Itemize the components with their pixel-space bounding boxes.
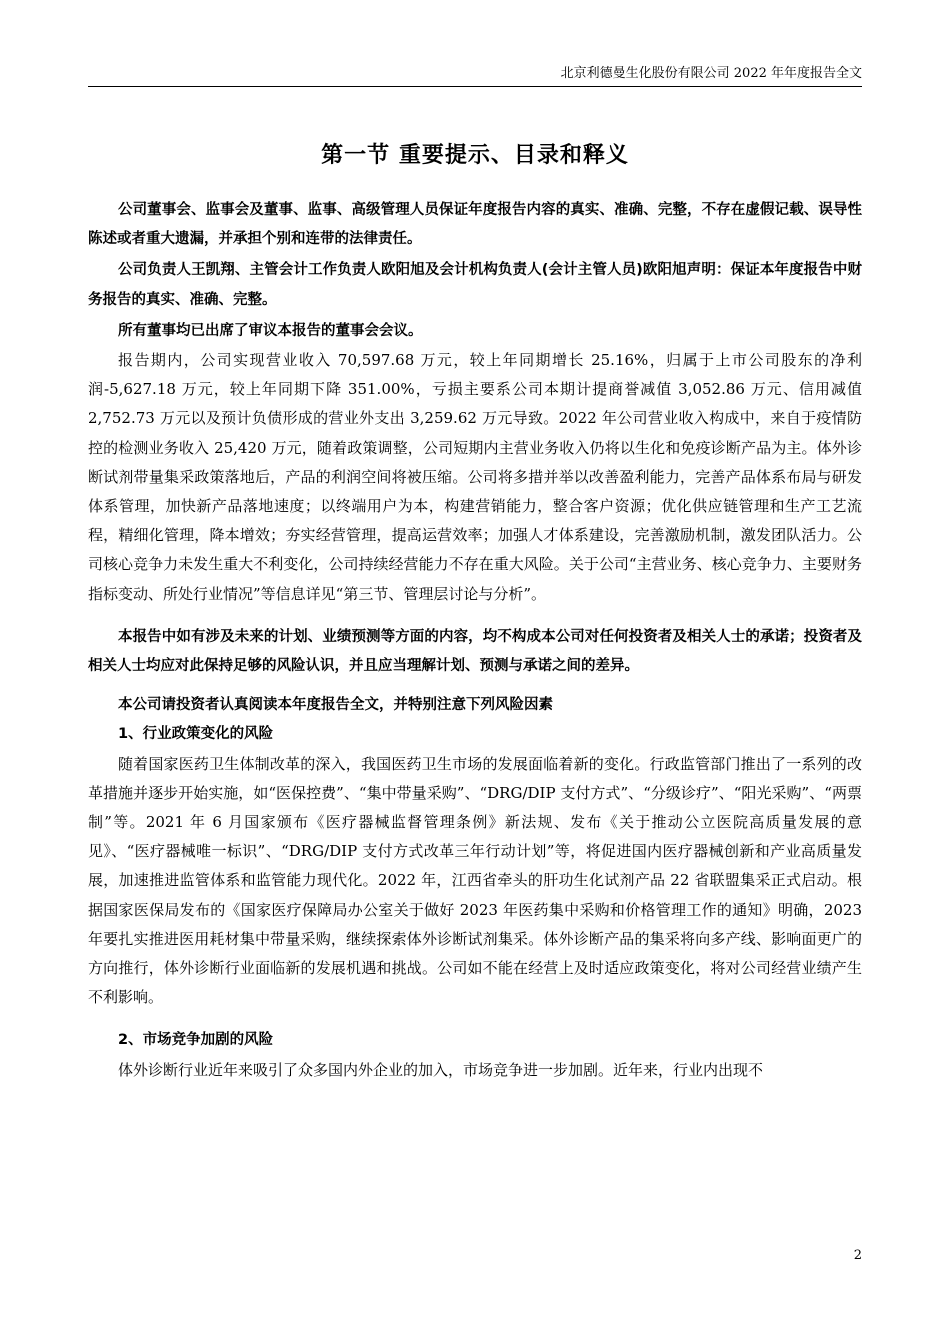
risk-heading-policy: 1、行业政策变化的风险 (118, 726, 274, 743)
responsible-persons-statement: 公司负责人王凯翔、主管会计工作负责人欧阳旭及会计机构负责人(会计主管人员)欧阳旭声明：保证本年度报告中财务报告的真实、准确、完整。 (88, 262, 862, 308)
forward-looking-disclaimer: 本报告中如有涉及未来的计划、业绩预测等方面的内容，均不构成本公司对任何投资者及相关人士的承诺；投资者及相关人士均应对此保持足够的风险认识，并且应当理解计划、预测与承诺之间的差异。 (88, 628, 862, 675)
page-header (88, 64, 862, 87)
risk-factors-intro: 本公司请投资者认真阅读本年度报告全文，并特别注意下列风险因素 (118, 697, 553, 714)
board-guarantee-statement: 公司董事会、监事会及董事、监事、高级管理人员保证年度报告内容的真实、准确、完整，不存在虚假记载、误导性陈述或者重大遗漏，并承担个别和连带的法律责任。 (88, 202, 862, 248)
header-title: 北京利德曼生化股份有限公司 2022 年年度报告全文 (560, 66, 862, 81)
competition-risk-paragraph: 体外诊断行业近年来吸引了众多国内外企业的加入，市场竞争进一步加剧。近年来，行业内出现不 (118, 1060, 764, 1079)
directors-attendance-statement: 所有董事均已出席了审议本报告的董事会会议。 (118, 322, 423, 339)
page-number: 2 (853, 1248, 862, 1263)
risk-heading-competition: 2、市场竞争加剧的风险 (118, 1032, 274, 1049)
document-body (88, 196, 862, 1085)
performance-summary-paragraph: 报告期内，公司实现营业收入 70,597.68 万元，较上年同期增长 25.16%，归属于上市公司股东的净利润-5,627.18 万元，较上年同期下降 351.00%，亏损主要系公司本期计提商誉减值 3,052.86 万元、信用减值 2,752.73 万元以及预计负债形成的营业外支出 3,259.62 万元导致。2022 年公司营业收入构成中，来自于疫情防控的检测业务收入 25,420 万元，随着政策调整，公司短期内主营业务收入仍将以生化和免疫诊断产品为主。体外诊断试剂带量集采政策落地后，产品的利润空间将被压缩。公司将多措并举以改善盈利能力，完善产品体系布局与研发体系管理，加快新产品落地速度；以终端用户为本，构建营销能力，整合客户资源；优化供应链管理和生产工艺流程，精细化管理，降本增效；夯实经营管理，提高运营效率；加强人才体系建设，完善激励机制，激发团队活力。公司核心竞争力未发生重大不利变化，公司持续经营能力不存在重大风险。关于公司“主营业务、核心竞争力、主要财务指标变动、所处行业情况”等信息详见“第三节、管理层讨论与分析”。 (88, 351, 862, 603)
section-title: 第一节 重要提示、目录和释义 (321, 143, 629, 168)
policy-risk-paragraph: 随着国家医药卫生体制改革的深入，我国医药卫生市场的发展面临着新的变化。行政监管部门推出了一系列的改革措施并逐步开始实施，如“医保控费”、“集中带量采购”、“DRG/DIP 支付方式”、“分级诊疗”、“阳光采购”、“两票制”等。2021 年 6 月国家颁布《医疗器械监督管理条例》新法规、发布《关于推动公立医院高质量发展的意见》、“医疗器械唯一标识”、“DRG/DIP 支付方式改革三年行动计划”等，将促进国内医疗器械创新和产业高质量发展，加速推进监管体系和监管能力现代化。2022 年，江西省牵头的肝功生化试剂产品 22 省联盟集采正式启动。根据国家医保局发布的《国家医疗保障局办公室关于做好 2023 年医药集中采购和价格管理工作的通知》明确，2023 年要扎实推进医用耗材集中带量采购，继续探索体外诊断试剂集采。体外诊断产品的集采将向多产线、影响面更广的方向推行，体外诊断行业面临新的发展机遇和挑战。公司如不能在经营上及时适应政策变化，将对公司经营业绩产生不利影响。 (88, 754, 862, 1007)
